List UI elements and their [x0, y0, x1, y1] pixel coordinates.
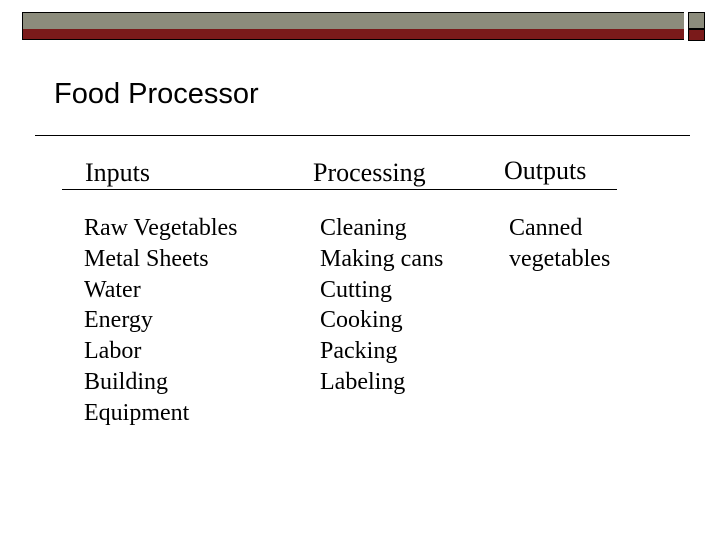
- list-item: vegetables: [509, 245, 611, 272]
- list-item: Labor: [84, 338, 142, 365]
- list-item: Making cans: [320, 245, 444, 272]
- processing-list: [320, 213, 443, 398]
- list-item: Cleaning: [320, 215, 407, 241]
- list-item: Packing: [320, 338, 398, 365]
- inputs-list: [84, 213, 238, 429]
- list-item: Building: [84, 368, 169, 395]
- list-item: Cooking: [320, 307, 403, 334]
- list-item: Canned: [509, 215, 583, 241]
- outputs-header: Outputs: [504, 156, 587, 185]
- header-divider: [62, 189, 617, 190]
- top-decor-bar-gray: [22, 12, 684, 29]
- list-item: Metal Sheets: [84, 245, 209, 272]
- top-decor-bar-red: [22, 29, 684, 40]
- list-item: Cutting: [320, 276, 393, 303]
- list-item: Energy: [84, 307, 153, 334]
- top-decor-square-gray: [688, 12, 705, 29]
- title-divider: [35, 135, 690, 136]
- top-decor-square-red: [688, 29, 705, 41]
- outputs-list: [509, 213, 610, 275]
- list-item: Equipment: [84, 399, 190, 426]
- list-item: Water: [84, 276, 141, 303]
- list-item: Raw Vegetables: [84, 215, 238, 241]
- slide-title: Food Processor: [54, 78, 259, 110]
- inputs-header: Inputs: [85, 158, 150, 187]
- list-item: Labeling: [320, 368, 406, 395]
- processing-header: Processing: [313, 158, 426, 187]
